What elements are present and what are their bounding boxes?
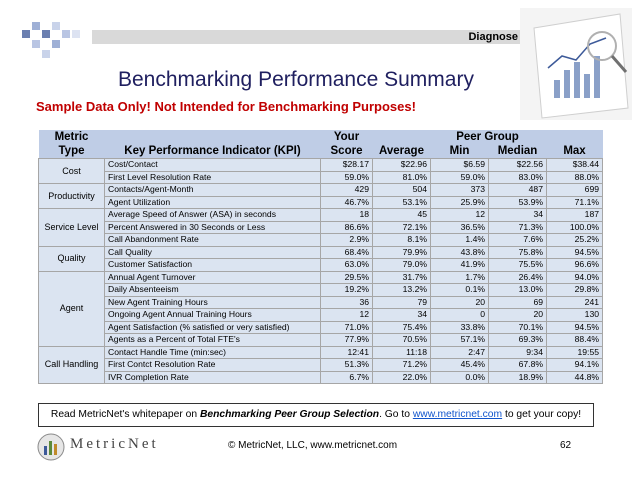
median-cell: 70.1%	[489, 321, 547, 334]
median-cell: 53.9%	[489, 196, 547, 209]
metric-type-cell: Call Handling	[39, 346, 105, 384]
score-cell: 86.6%	[321, 221, 373, 234]
score-cell: $28.17	[321, 159, 373, 172]
logo-mark-icon	[36, 432, 66, 462]
average-cell: 71.2%	[373, 359, 431, 372]
kpi-name-cell: Contacts/Agent-Month	[105, 184, 321, 197]
min-cell: 57.1%	[431, 334, 489, 347]
callout-prefix: Read MetricNet's whitepaper on	[50, 409, 200, 420]
score-cell: 29.5%	[321, 271, 373, 284]
header-min: Min	[431, 144, 489, 159]
score-cell: 68.4%	[321, 246, 373, 259]
average-cell: 504	[373, 184, 431, 197]
min-cell: $6.59	[431, 159, 489, 172]
median-cell: 13.0%	[489, 284, 547, 297]
max-cell: 699	[547, 184, 603, 197]
copyright: © MetricNet, LLC, www.metricnet.com	[228, 440, 398, 451]
median-cell: 83.0%	[489, 171, 547, 184]
max-cell: 100.0%	[547, 221, 603, 234]
max-cell: 96.6%	[547, 259, 603, 272]
callout-middle: . Go to	[379, 409, 413, 420]
header-your-2: Score	[321, 144, 373, 159]
kpi-name-cell: New Agent Training Hours	[105, 296, 321, 309]
score-cell: 46.7%	[321, 196, 373, 209]
metricnet-logo	[36, 432, 226, 462]
table-row	[39, 171, 603, 184]
max-cell: 94.5%	[547, 246, 603, 259]
min-cell: 1.7%	[431, 271, 489, 284]
median-cell: 26.4%	[489, 271, 547, 284]
kpi-name-cell: Contact Handle Time (min:sec)	[105, 346, 321, 359]
max-cell: 94.0%	[547, 271, 603, 284]
table-row	[39, 259, 603, 272]
kpi-table-body	[39, 159, 603, 384]
average-cell: 8.1%	[373, 234, 431, 247]
chart-photo-decoration	[520, 8, 632, 120]
header-average: Average	[373, 144, 431, 159]
metric-type-cell: Service Level	[39, 209, 105, 247]
table-row	[39, 284, 603, 297]
median-cell: 69	[489, 296, 547, 309]
header-median: Median	[489, 144, 547, 159]
kpi-name-cell: Agents as a Percent of Total FTE's	[105, 334, 321, 347]
table-row	[39, 196, 603, 209]
metric-type-cell: Agent	[39, 271, 105, 346]
page-title: Benchmarking Performance Summary	[118, 68, 474, 91]
score-cell: 51.3%	[321, 359, 373, 372]
section-label: Diagnose	[468, 31, 518, 43]
min-cell: 41.9%	[431, 259, 489, 272]
table-row	[39, 334, 603, 347]
average-cell: 79.0%	[373, 259, 431, 272]
table-row	[39, 246, 603, 259]
table-row	[39, 371, 603, 384]
score-cell: 19.2%	[321, 284, 373, 297]
table-row	[39, 346, 603, 359]
header-max: Max	[547, 144, 603, 159]
table-row	[39, 271, 603, 284]
max-cell: 29.8%	[547, 284, 603, 297]
max-cell: 88.4%	[547, 334, 603, 347]
table-row	[39, 209, 603, 222]
min-cell: 0.1%	[431, 284, 489, 297]
max-cell: 130	[547, 309, 603, 322]
max-cell: 19:55	[547, 346, 603, 359]
page-number: 62	[560, 440, 572, 451]
median-cell: 7.6%	[489, 234, 547, 247]
kpi-name-cell: IVR Completion Rate	[105, 371, 321, 384]
table-row	[39, 309, 603, 322]
average-cell: 79.9%	[373, 246, 431, 259]
score-cell: 2.9%	[321, 234, 373, 247]
median-cell: $22.56	[489, 159, 547, 172]
median-cell: 9:34	[489, 346, 547, 359]
table-row	[39, 359, 603, 372]
max-cell: 94.5%	[547, 321, 603, 334]
metric-type-cell: Cost	[39, 159, 105, 184]
table-row	[39, 321, 603, 334]
max-cell: $38.44	[547, 159, 603, 172]
metricnet-link[interactable]: www.metricnet.com	[412, 409, 503, 420]
min-cell: 33.8%	[431, 321, 489, 334]
min-cell: 2:47	[431, 346, 489, 359]
average-cell: 22.0%	[373, 371, 431, 384]
callout-emphasis: Benchmarking Peer Group Selection	[199, 409, 380, 420]
min-cell: 1.4%	[431, 234, 489, 247]
average-cell: 79	[373, 296, 431, 309]
median-cell: 20	[489, 309, 547, 322]
median-cell: 18.9%	[489, 371, 547, 384]
header-metric-type-2: Type	[39, 144, 105, 159]
min-cell: 45.4%	[431, 359, 489, 372]
header-kpi: Key Performance Indicator (KPI)	[105, 144, 321, 159]
logo-text: MetricNet	[70, 436, 159, 452]
max-cell: 88.0%	[547, 171, 603, 184]
median-cell: 67.8%	[489, 359, 547, 372]
kpi-name-cell: First Contct Resolution Rate	[105, 359, 321, 372]
header-your-1: Your	[321, 130, 373, 144]
kpi-name-cell: Call Quality	[105, 246, 321, 259]
min-cell: 59.0%	[431, 171, 489, 184]
score-cell: 6.7%	[321, 371, 373, 384]
kpi-name-cell: Customer Satisfaction	[105, 259, 321, 272]
score-cell: 429	[321, 184, 373, 197]
top-bar	[92, 30, 522, 44]
min-cell: 373	[431, 184, 489, 197]
average-cell: 75.4%	[373, 321, 431, 334]
metric-type-cell: Productivity	[39, 184, 105, 209]
score-cell: 12:41	[321, 346, 373, 359]
min-cell: 43.8%	[431, 246, 489, 259]
min-cell: 0	[431, 309, 489, 322]
median-cell: 487	[489, 184, 547, 197]
metric-type-cell: Quality	[39, 246, 105, 271]
min-cell: 20	[431, 296, 489, 309]
max-cell: 25.2%	[547, 234, 603, 247]
average-cell: 72.1%	[373, 221, 431, 234]
average-cell: 45	[373, 209, 431, 222]
average-cell: 81.0%	[373, 171, 431, 184]
header-metric-type-1: Metric	[39, 130, 105, 144]
average-cell: 13.2%	[373, 284, 431, 297]
kpi-name-cell: Agent Utilization	[105, 196, 321, 209]
max-cell: 187	[547, 209, 603, 222]
corner-squares-decoration	[22, 22, 92, 72]
score-cell: 12	[321, 309, 373, 322]
kpi-name-cell: Annual Agent Turnover	[105, 271, 321, 284]
kpi-table	[38, 130, 603, 384]
kpi-name-cell: Call Abandonment Rate	[105, 234, 321, 247]
score-cell: 77.9%	[321, 334, 373, 347]
average-cell: 53.1%	[373, 196, 431, 209]
average-cell: 34	[373, 309, 431, 322]
kpi-name-cell: Average Speed of Answer (ASA) in seconds	[105, 209, 321, 222]
header-peer-group: Peer Group	[373, 130, 603, 144]
max-cell: 94.1%	[547, 359, 603, 372]
median-cell: 34	[489, 209, 547, 222]
max-cell: 44.8%	[547, 371, 603, 384]
average-cell: 31.7%	[373, 271, 431, 284]
table-row	[39, 184, 603, 197]
min-cell: 0.0%	[431, 371, 489, 384]
min-cell: 25.9%	[431, 196, 489, 209]
median-cell: 69.3%	[489, 334, 547, 347]
median-cell: 75.8%	[489, 246, 547, 259]
table-row	[39, 221, 603, 234]
sample-data-disclaimer: Sample Data Only! Not Intended for Benchmarking Purposes!	[36, 99, 416, 114]
table-row	[39, 159, 603, 172]
kpi-name-cell: Ongoing Agent Annual Training Hours	[105, 309, 321, 322]
average-cell: $22.96	[373, 159, 431, 172]
header-row-2	[39, 144, 603, 159]
kpi-name-cell: Percent Answered in 30 Seconds or Less	[105, 221, 321, 234]
median-cell: 75.5%	[489, 259, 547, 272]
score-cell: 71.0%	[321, 321, 373, 334]
table-row	[39, 234, 603, 247]
score-cell: 59.0%	[321, 171, 373, 184]
min-cell: 12	[431, 209, 489, 222]
score-cell: 18	[321, 209, 373, 222]
min-cell: 36.5%	[431, 221, 489, 234]
table-row	[39, 296, 603, 309]
kpi-name-cell: Cost/Contact	[105, 159, 321, 172]
callout-suffix: to get your copy!	[502, 409, 582, 420]
average-cell: 11:18	[373, 346, 431, 359]
average-cell: 70.5%	[373, 334, 431, 347]
max-cell: 241	[547, 296, 603, 309]
kpi-name-cell: Agent Satisfaction (% satisfied or very satisfied)	[105, 321, 321, 334]
whitepaper-callout	[38, 403, 594, 427]
median-cell: 71.3%	[489, 221, 547, 234]
kpi-name-cell: Daily Absenteeism	[105, 284, 321, 297]
score-cell: 63.0%	[321, 259, 373, 272]
header-row-1	[39, 130, 603, 144]
max-cell: 71.1%	[547, 196, 603, 209]
header-blank	[105, 130, 321, 144]
kpi-name-cell: First Level Resolution Rate	[105, 171, 321, 184]
score-cell: 36	[321, 296, 373, 309]
